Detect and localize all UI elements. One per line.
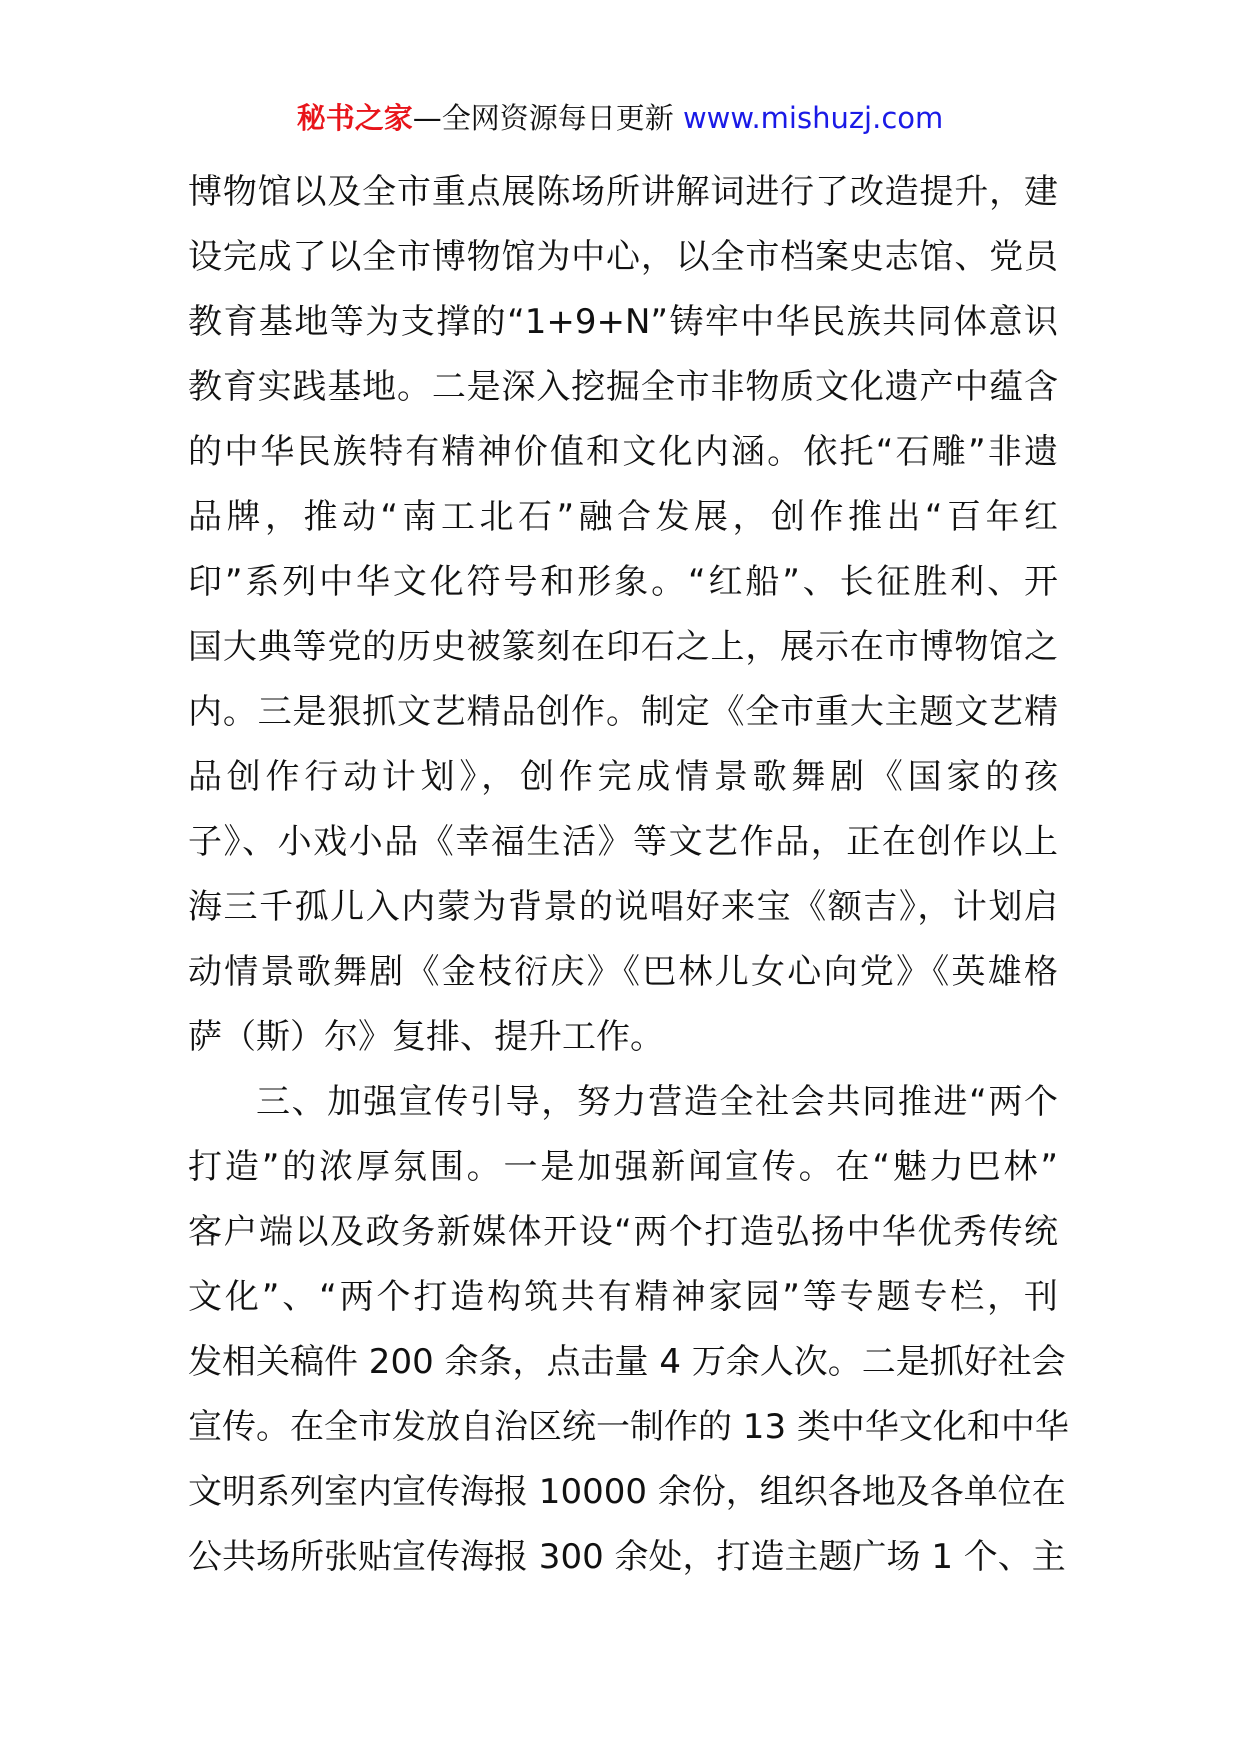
text-line: 教育基地等为支撑的“1+9+N”铸牢中华民族共同体意识 xyxy=(188,302,1058,342)
text-line: 发相关稿件 200 余条，点击量 4 万余人次。二是抓好社会 xyxy=(188,1342,1066,1382)
site-url-link[interactable]: www.mishuzj.com xyxy=(682,101,944,135)
text-line: 印”系列中华文化符号和形象。“红船”、长征胜利、开 xyxy=(188,562,1058,602)
text-line: 客户端以及政务新媒体开设“两个打造弘扬中华优秀传统 xyxy=(188,1212,1058,1252)
text-line: 内。三是狠抓文艺精品创作。制定《全市重大主题文艺精 xyxy=(188,692,1058,732)
text-line: 宣传。在全市发放自治区统一制作的 13 类中华文化和中华 xyxy=(188,1407,1069,1447)
text-line: 教育实践基地。二是深入挖掘全市非物质文化遗产中蕴含 xyxy=(188,367,1058,407)
text-line: 品创作行动计划》，创作完成情景歌舞剧《国家的孩 xyxy=(188,757,1058,797)
text-line: 文明系列室内宣传海报 10000 余份，组织各地及各单位在 xyxy=(188,1472,1066,1512)
text-line: 公共场所张贴宣传海报 300 余处，打造主题广场 1 个、主 xyxy=(188,1537,1066,1577)
site-slogan: —全网资源每日更新 xyxy=(412,101,683,135)
text-line: 国大典等党的历史被篆刻在印石之上，展示在市博物馆之 xyxy=(188,627,1058,667)
section-heading-line: 三、加强宣传引导，努力营造全社会共同推进“两个 xyxy=(256,1082,1058,1122)
text-line: 动情景歌舞剧《金枝衍庆》《巴林儿女心向党》《英雄格 xyxy=(188,952,1058,992)
text-line: 的中华民族特有精神价值和文化内涵。依托“石雕”非遗 xyxy=(188,432,1058,472)
text-line: 打造”的浓厚氛围。一是加强新闻宣传。在“魅力巴林” xyxy=(188,1147,1058,1187)
text-line: 海三千孤儿入内蒙为背景的说唱好来宝《额吉》，计划启 xyxy=(188,887,1058,927)
document-body xyxy=(188,160,1069,1590)
text-line: 子》、小戏小品《幸福生活》等文艺作品，正在创作以上 xyxy=(188,822,1058,862)
text-line: 品牌，推动“南工北石”融合发展，创作推出“百年红 xyxy=(188,497,1058,537)
text-line: 博物馆以及全市重点展陈场所讲解词进行了改造提升，建 xyxy=(188,172,1058,212)
text-line: 设完成了以全市博物馆为中心，以全市档案史志馆、党员 xyxy=(188,237,1058,277)
text-line: 萨（斯）尔》复排、提升工作。 xyxy=(188,1017,664,1057)
text-line: 文化”、“两个打造构筑共有精神家园”等专题专栏，刊 xyxy=(188,1277,1058,1317)
page-header xyxy=(0,98,1240,138)
site-brand: 秘书之家 xyxy=(296,101,413,135)
